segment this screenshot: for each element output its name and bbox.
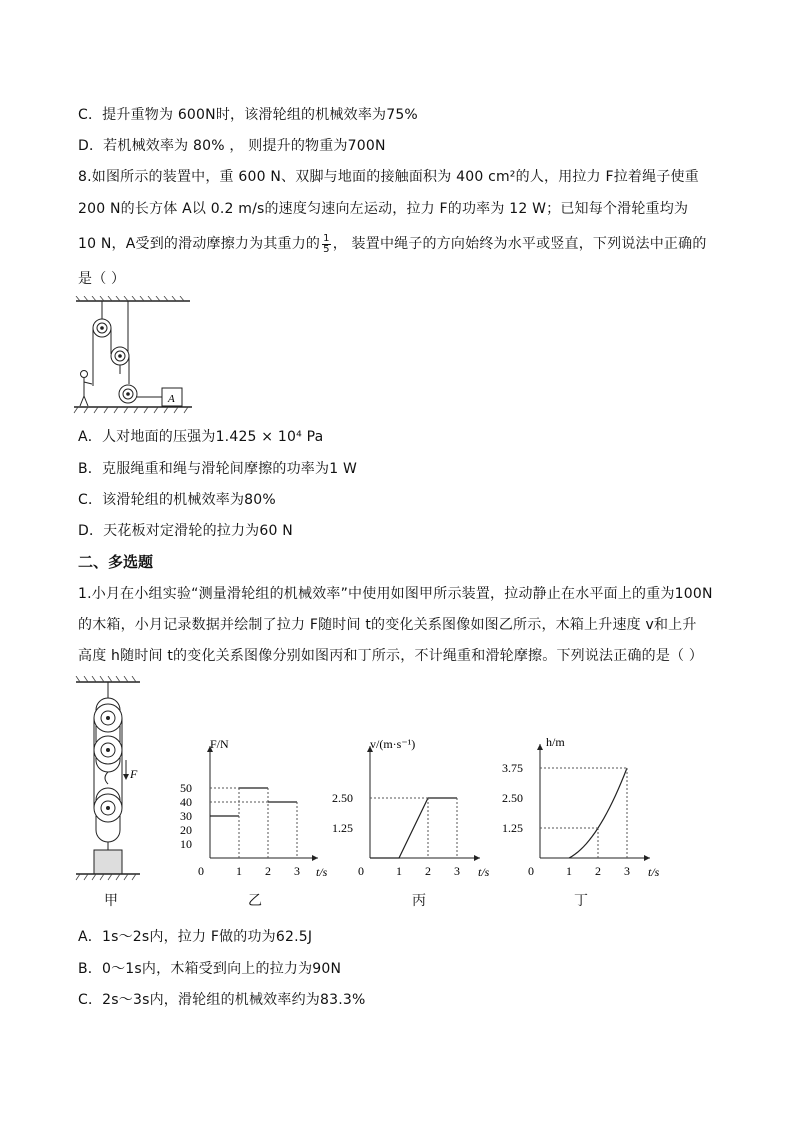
velocity-line: [370, 798, 457, 858]
y-tick-label: 2.50: [332, 791, 353, 805]
x-axis-arrow: [474, 855, 480, 861]
y-tick-label: 30: [180, 809, 192, 823]
m1-option-b: B．0～1s内，木箱受到向上的拉力为90N: [78, 961, 342, 977]
x-tick-label: 2: [265, 864, 271, 878]
caption-yi: 乙: [248, 893, 262, 909]
m1-option-a: A．1s～2s内，拉力 F做的功为62.5J: [78, 929, 313, 945]
q8-stem-line-1: 8.如图所示的装置中，重 600 N、双脚与地面的接触面积为 400 cm²的人，用拉力 F拉着绳子使重: [78, 169, 699, 185]
jia-pulley-figure: [72, 676, 146, 886]
x-tick-label: 3: [454, 864, 460, 878]
y-tick-label: 10: [180, 837, 192, 851]
x-axis-label: t/s: [478, 865, 490, 879]
x-tick-label: 1: [396, 864, 402, 878]
q8-stem-line-3: [78, 233, 707, 255]
x-axis-label: t/s: [316, 865, 328, 879]
m1-stem-line-2: 的木箱，小月记录数据并绘制了拉力 F随时间 t的变化关系图像如图乙所示，木箱上升速度 v和上升: [78, 617, 697, 633]
y-tick-label: 20: [180, 823, 192, 837]
x-axis-label: t/s: [648, 865, 660, 879]
y-tick-label: 3.75: [502, 761, 523, 775]
x-axis-arrow: [644, 855, 650, 861]
q8-stem-line-3b: ， 装置中绳子的方向始终为水平或竖直，下列说法中正确的: [332, 236, 707, 252]
section-title-multiple-choice: 二、多选题: [78, 553, 154, 571]
y-tick-label: 1.25: [502, 821, 523, 835]
y-axis-arrow: [537, 744, 543, 750]
m1-stem-line-1: 1.小月在小组实验“测量滑轮组的机械效率”中使用如图甲所示装置，拉动静止在水平面上的重为100N: [78, 586, 713, 602]
y-axis-label: h/m: [546, 738, 565, 749]
chart-yi-force-time: [180, 738, 330, 883]
y-tick-label: 2.50: [502, 791, 523, 805]
y-axis-label: v/(m·s⁻¹): [370, 738, 416, 751]
q8-option-d: D．天花板对定滑轮的拉力为60 N: [78, 523, 293, 539]
x-tick-label: 1: [236, 864, 242, 878]
chart-bing-velocity-time: [330, 738, 500, 883]
x-tick-label: 0: [358, 864, 364, 878]
y-tick-label: 50: [180, 781, 192, 795]
q8-stem-line-2: 200 N的长方体 A以 0.2 m/s的速度匀速向左运动，拉力 F的功率为 12 W；已知每个滑轮重均为: [78, 201, 689, 217]
m1-stem-line-3: 高度 h随时间 t的变化关系图像分别如图丙和丁所示，不计绳重和滑轮摩擦。下列说法正确的是（ ）: [78, 648, 704, 664]
x-tick-label: 3: [294, 864, 300, 878]
q8-option-a: A．人对地面的压强为1.425 × 10⁴ Pa: [78, 429, 324, 445]
caption-ding: 丁: [574, 893, 588, 909]
q8-option-b: B．克服绳重和绳与滑轮间摩擦的功率为1 W: [78, 461, 358, 477]
y-tick-label: 1.25: [332, 821, 353, 835]
q8-stem-line-3a: 10 N，A受到的滑动摩擦力为其重力的: [78, 236, 321, 252]
force-f-label: F: [130, 767, 138, 781]
x-tick-label: 1: [566, 864, 572, 878]
q8-option-c: C．该滑轮组的机械效率为80%: [78, 492, 276, 508]
caption-bing: 丙: [412, 893, 426, 909]
q8-pulley-figure: [72, 296, 196, 414]
one-fifth-fraction: $\frac{1}{5}$: [323, 232, 330, 255]
q7-option-c: C．提升重物为 600N时，该滑轮组的机械效率为75%: [78, 107, 418, 123]
x-axis-arrow: [312, 855, 318, 861]
m1-option-c: C．2s～3s内，滑轮组的机械效率约为83.3%: [78, 992, 366, 1008]
q7-option-d: D．若机械效率为 80% ， 则提升的物重为700N: [78, 138, 386, 154]
x-tick-label: 0: [528, 864, 534, 878]
x-tick-label: 2: [595, 864, 601, 878]
y-axis-label: F/N: [210, 738, 229, 751]
x-tick-label: 0: [198, 864, 204, 878]
y-tick-label: 40: [180, 795, 192, 809]
block-a-label: A: [168, 393, 175, 405]
x-tick-label: 3: [624, 864, 630, 878]
caption-jia: 甲: [104, 893, 118, 909]
chart-ding-height-time: [500, 738, 670, 883]
q8-stem-line-4: 是（ ）: [78, 271, 126, 287]
x-tick-label: 2: [425, 864, 431, 878]
